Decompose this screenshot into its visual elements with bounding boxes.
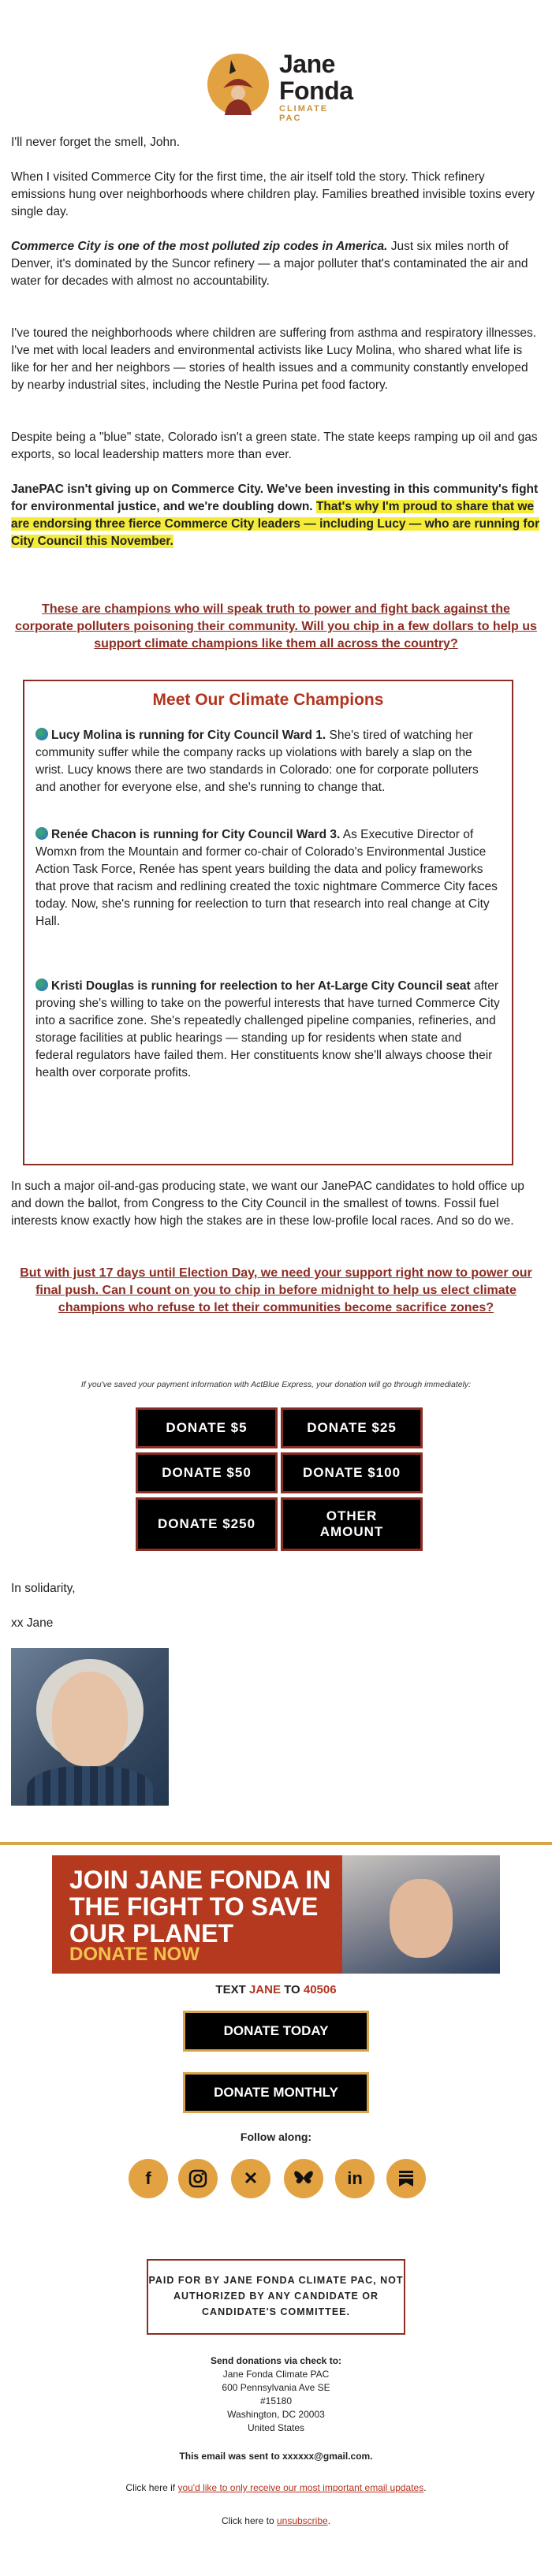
sign-off: In solidarity, (11, 1582, 76, 1595)
champions-title: Meet Our Climate Champions (152, 691, 384, 709)
donate-250-button[interactable]: DONATE $250 (136, 1497, 278, 1551)
mailing-address (0, 2354, 552, 2435)
logo-subtitle: CLIMATE PAC (279, 104, 329, 123)
paragraph-2 (11, 169, 541, 221)
preferences-prefix: Click here if (125, 2482, 178, 2493)
address-line-2: 600 Pennsylvania Ave SE (222, 2382, 330, 2393)
candidate-lucy-molina (35, 727, 501, 796)
jane-fonda-climate-pac-logo[interactable] (203, 22, 353, 123)
paragraph-4-text: I've toured the neighborhoods where children are suffering from asthma and respiratory illnesses. I've met with local leaders and environmental activists like Lucy Molina, who shared what life is like for her and her neighbors — stories of health issues and a community constantly enveloped by nearby industrial sites, including the Nestle Purina pet food factory. (11, 326, 537, 392)
unsubscribe-link[interactable]: unsubscribe (276, 2515, 328, 2526)
paragraph-3-text: Just six miles north of Denver, it's dominated by the Suncor refinery — a major polluter that's contaminated the air and water for decades with almost no accountability. (11, 240, 528, 288)
substack-icon[interactable] (386, 2159, 426, 2198)
candidate-2-text: As Executive Director of Womxn from the Mountain and former co-chair of Colorado's Environmental Justice Action Task Force, Renée has spent years building the data and policy frameworks that prove that racism and redlining created the toxic nightmare Commerce City faces today. Now, she's running for reelection to turn that research into real change at City Hall. (35, 828, 498, 928)
email-preferences-link[interactable]: you'd like to only receive our most important email updates (177, 2482, 424, 2493)
globe-icon (35, 728, 48, 740)
sent-to-notice: This email was sent to xxxxxx@gmail.com. (179, 2451, 373, 2462)
donate-50-button[interactable]: DONATE $50 (136, 1452, 278, 1493)
paragraph-7-text: In such a major oil-and-gas producing state, we want our JanePAC candidates to hold office up and down the ballot, from Congress to the City Council in the smallest of towns. Fossil fuel interests know exactly how high the stakes are in these low-profile local races. And so do we. (11, 1180, 524, 1228)
candidate-3-text: after proving she's willing to take on the powerful interests that have turned Commerce City into a sacrifice zone. She's repeatedly challenged pipeline companies, refineries, and storage facilities at public hearings — standing up for residents when state and federal regulators have failed them. Her constituents know she'll always choose their health over corporate profits. (35, 979, 500, 1079)
text-to-donate (0, 1983, 552, 1996)
paragraph-5-text: Despite being a "blue" state, Colorado isn't a green state. The state keeps ramping up oil and gas exports, so local leadership matters more than ever. (11, 431, 538, 461)
candidate-2-heading: Renée Chacon is running for City Council Ward 3. (51, 828, 341, 841)
address-heading: Send donations via check to: (210, 2355, 342, 2366)
paid-for-disclaimer: PAID FOR BY JANE FONDA CLIMATE PAC, NOT AUTHORIZED BY ANY CANDIDATE OR CANDIDATE'S COMMITTEE. (147, 2259, 405, 2335)
unsubscribe-suffix: . (327, 2515, 331, 2526)
jane-fonda-photo (11, 1648, 169, 1806)
climate-champions-box (23, 680, 513, 1165)
text-prefix: TEXT (215, 1983, 249, 1996)
follow-along-label: Follow along: (240, 2131, 312, 2143)
address-line-5: United States (247, 2422, 305, 2433)
logo-wordmark (279, 50, 352, 104)
donate-appeal-link-1[interactable]: These are champions who will speak truth to power and fight back against the corporate polluters poisoning their community. Will you chip in a few dollars to help us support climate champions like them all across the country? (15, 602, 537, 651)
donate-5-button[interactable]: DONATE $5 (136, 1407, 278, 1448)
banner-donate-now[interactable]: DONATE NOW (69, 1944, 200, 1965)
address-line-4: Washington, DC 20003 (227, 2409, 325, 2420)
address-line-1: Jane Fonda Climate PAC (222, 2369, 330, 2380)
globe-icon (35, 827, 48, 840)
text-keyword: JANE (248, 1983, 281, 1996)
logo-emblem-icon (207, 54, 269, 115)
unsubscribe-line (0, 2515, 552, 2526)
address-line-3: #15180 (259, 2395, 293, 2406)
banner-photo (342, 1855, 500, 1974)
paragraph-6-bold: JanePAC isn't giving up on Commerce City. We've been investing in this community's fight for environmental justice, and we're doubling down. (11, 483, 539, 513)
x-icon[interactable]: ✕ (231, 2159, 270, 2198)
donate-monthly-button[interactable]: DONATE MONTHLY (183, 2072, 369, 2113)
donate-25-button[interactable]: DONATE $25 (281, 1407, 423, 1448)
paragraph-4 (11, 325, 541, 394)
join-fight-banner[interactable] (52, 1855, 500, 1974)
logo-name-first: Jane (279, 50, 335, 78)
donate-today-button[interactable]: DONATE TODAY (183, 2011, 369, 2052)
facebook-icon[interactable]: f (129, 2159, 168, 2198)
paragraph-7 (11, 1178, 541, 1230)
banner-headline: JOIN JANE FONDA IN THE FIGHT TO SAVE OUR PLANET (69, 1866, 331, 1948)
instagram-icon[interactable] (178, 2159, 218, 2198)
greeting (11, 134, 541, 151)
candidate-3-heading: Kristi Douglas is running for reelection to her At-Large City Council seat (51, 979, 471, 993)
preferences-suffix: . (423, 2482, 427, 2493)
candidate-1-text: She's tired of watching her community suffer while the company racks up violations with barely a slap on the wrist. Lucy knows there are two standards in Colorado: one for corporate polluters and another for everyone else, and she's running to change that. (35, 729, 479, 794)
linkedin-icon[interactable]: in (335, 2159, 375, 2198)
donate-appeal-link-2[interactable]: But with just 17 days until Election Day, we need your support right now to power our final push. Can I count on you to chip in before midnight to help us elect climate champions who refuse to let their communities become sacrifice zones? (20, 1266, 532, 1314)
paragraph-6 (11, 481, 541, 550)
donate-100-button[interactable]: DONATE $100 (281, 1452, 423, 1493)
paragraph-3 (11, 238, 541, 290)
paragraph-5 (11, 429, 541, 464)
globe-icon (35, 979, 48, 991)
signature: xx Jane (11, 1616, 54, 1630)
actblue-note: If you've saved your payment information with ActBlue Express, your donation will go through immediately: (80, 1380, 472, 1389)
bluesky-icon[interactable] (284, 2159, 323, 2198)
paragraph-2-text: When I visited Commerce City for the first time, the air itself told the story. Thick refinery emissions hung over neighborhoods where children play. Families breathed invisible toxins every single day. (11, 170, 535, 218)
email-preferences-line (0, 2482, 552, 2493)
donate-other-amount-button[interactable]: OTHER AMOUNT (281, 1497, 423, 1551)
candidate-kristi-douglas (35, 978, 501, 1082)
paragraph-1: I'll never forget the smell, John. (11, 136, 181, 149)
text-mid: TO (280, 1983, 304, 1996)
candidate-1-heading: Lucy Molina is running for City Council Ward 1. (51, 729, 326, 742)
paragraph-3-emphasis: Commerce City is one of the most polluted zip codes in America. (11, 240, 388, 253)
text-shortcode: 40506 (303, 1983, 337, 1996)
logo-name-last: Fonda (279, 76, 353, 105)
section-divider (0, 1842, 552, 1845)
candidate-renee-chacon (35, 826, 501, 930)
endorsement-highlight: That's why I'm proud to share that we are endorsing three fierce Commerce City leaders — including Lucy — who are running for City Council this November. (11, 500, 540, 548)
unsubscribe-prefix: Click here to (221, 2515, 277, 2526)
